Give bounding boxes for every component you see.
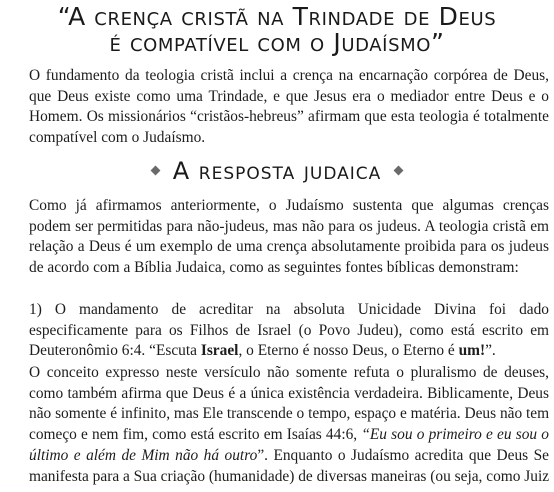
text-line: como também afirma que Deus é a única existência verdadeira. Biblicamente, Deus <box>29 384 549 402</box>
text-line <box>9 425 549 446</box>
intro-paragraph <box>9 66 549 149</box>
text-line: O fundamento da teologia cristã inclui a crença na encarnação corpórea de Deus, <box>29 67 549 84</box>
text-line: compatível com o Judaísmo. <box>29 129 206 147</box>
section-heading-text: A resposta judaica <box>172 157 382 185</box>
text-run: Deuteronômio 6:4. “Escuta <box>29 342 201 360</box>
page-title-line-2: é compatível com o Judaísmo” <box>109 28 445 57</box>
text-line: podem ser permitidas para não-judeus, mas não para os judeus. A teologia cristã em <box>29 217 549 235</box>
text-line: especificamente para os Filhos de Israel (o Povo Judeu), como está escrito em <box>29 321 549 339</box>
explanation-paragraph <box>9 363 549 487</box>
text-run: começo e nem fim, como está escrito em Isaías 44:6, <box>29 426 362 444</box>
text-line: 1) O mandamento de acreditar na absoluta Unicidade Divina foi dado <box>29 301 549 318</box>
text-line: que Deus existe como uma Trindade, e que Jesus era o mediador entre Deus e o <box>29 87 549 105</box>
text-line: não somente é infinito, mas Ele transcende o tempo, espaço e matéria. Deus não tem <box>29 405 550 423</box>
bold-word-one: um! <box>458 342 486 360</box>
text-line <box>9 341 549 362</box>
text-line: relação a Deus é um exemplo de uma crença absolutamente proibida para os judeus <box>29 238 549 256</box>
diamond-bullet-icon <box>150 165 160 175</box>
text-line: Homem. Os missionários “cristãos-hebreus” afirmam que esta teologia é totalmente <box>29 108 549 126</box>
text-line: manifesta para a Sua criação (humanidade) de diversas maneiras (ou seja, como Juiz <box>29 467 550 485</box>
bold-word-israel: Israel <box>200 342 239 360</box>
text-run: ”. <box>485 342 496 360</box>
text-run: ”. Enquanto o Judaísmo acredita que Deus Se <box>257 446 549 464</box>
section-heading <box>0 156 554 186</box>
italic-quote: “Eu sou o primeiro e eu sou o <box>361 426 549 444</box>
italic-quote: último e além de Mim não há outro <box>29 446 258 464</box>
response-paragraph <box>9 196 549 279</box>
text-line: Como já afirmamos anteriormente, o Judaísmo sustenta que algumas crenças <box>29 197 549 214</box>
page-title-line-1: “A crença cristã na Trindade de Deus <box>57 2 497 31</box>
text-line: de acordo com a Bíblia Judaica, como as seguintes fontes bíblicas demonstram: <box>29 259 519 277</box>
text-line <box>9 446 549 467</box>
text-run: , o Eterno é nosso Deus, o Eterno é <box>238 342 459 360</box>
point-1-paragraph <box>9 300 549 362</box>
diamond-bullet-icon <box>394 165 404 175</box>
text-line: O conceito expresso neste versículo não somente refuta o pluralismo de deuses, <box>29 364 549 381</box>
